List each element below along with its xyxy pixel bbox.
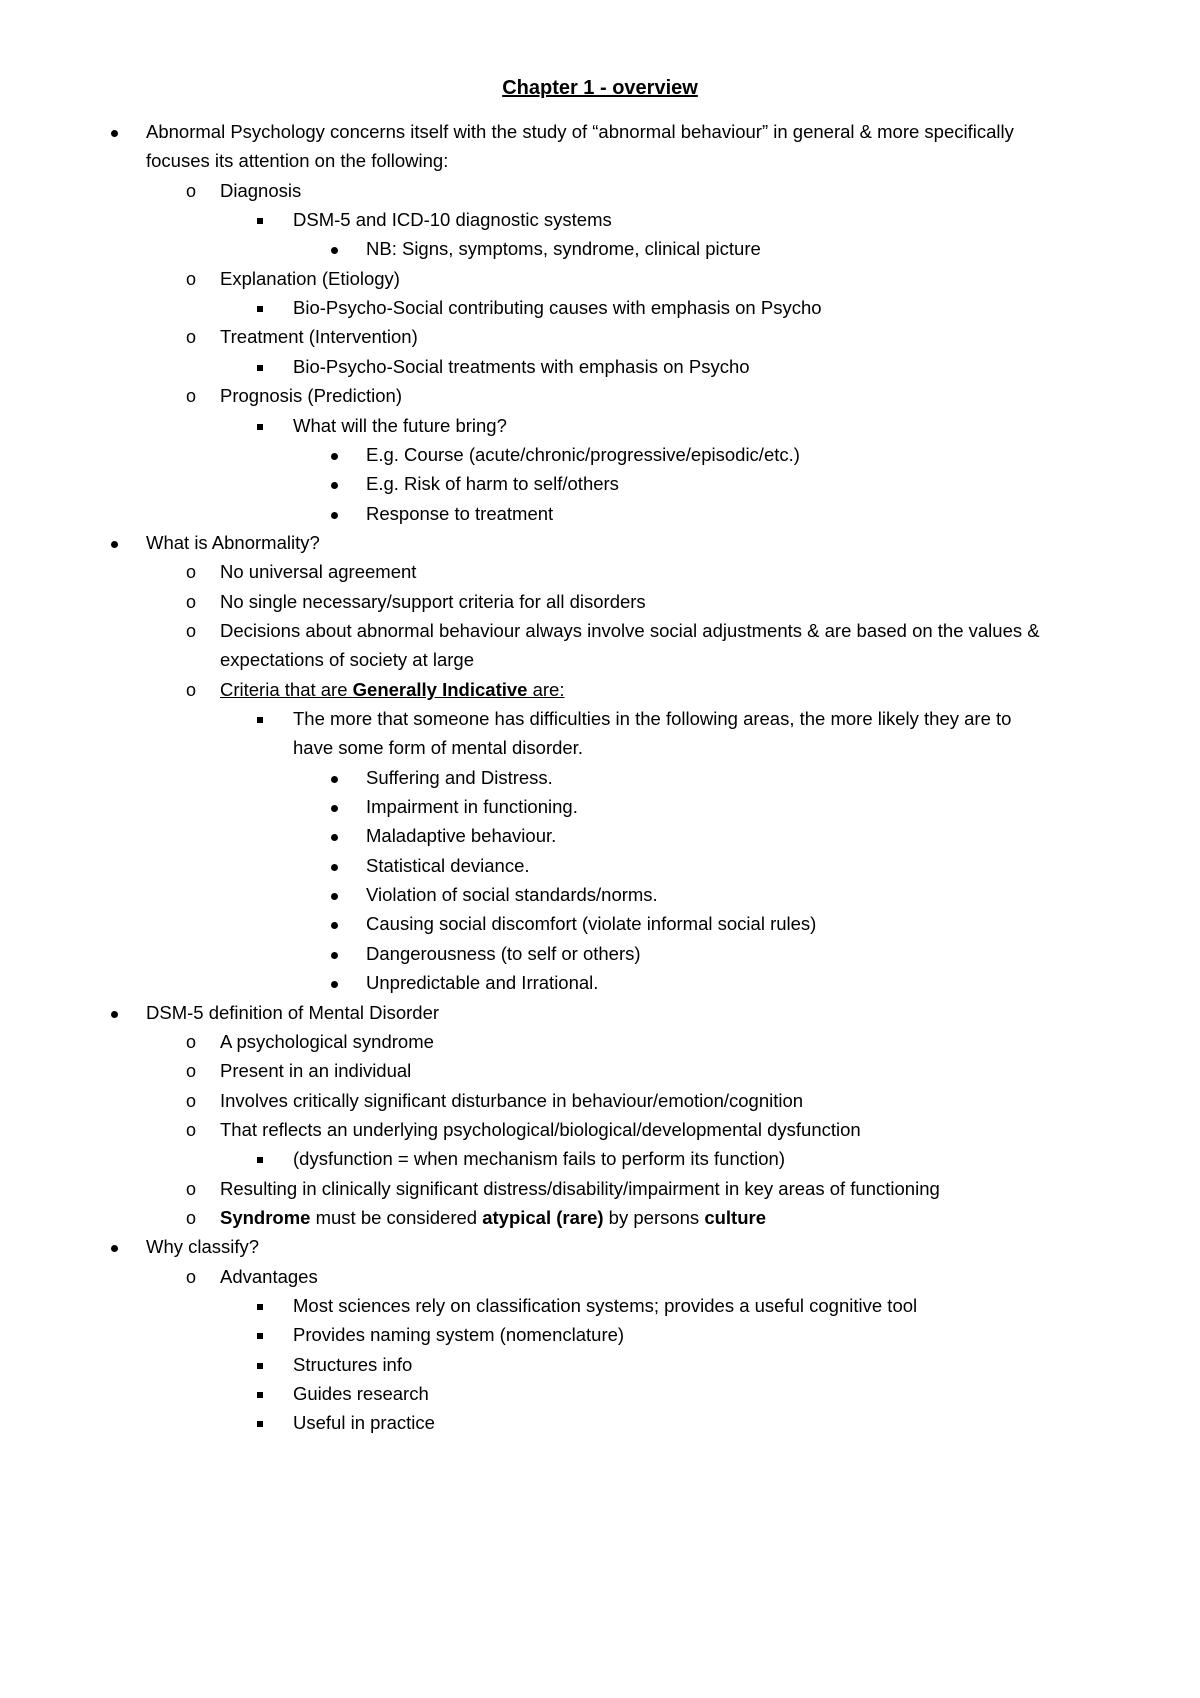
list-item: (dysfunction = when mechanism fails to perform its function) — [293, 1148, 786, 1169]
list-item: DSM-5 definition of Mental Disorder — [146, 1002, 440, 1023]
bullet-level-4 — [331, 237, 338, 261]
list-item: The more that someone has difficulties in the following areas, the more likely they are to — [293, 708, 1012, 729]
list-item: Explanation (Etiology) — [220, 268, 400, 289]
bullet-level-2: o — [186, 562, 197, 582]
bullet-level-3 — [257, 707, 263, 731]
bullet-level-1 — [111, 120, 118, 144]
bullet-level-4 — [331, 854, 338, 878]
list-item — [220, 1206, 766, 1230]
list-item: Decisions about abnormal behaviour always involve social adjustments & are based on the values & — [220, 620, 1040, 641]
list-item: Why classify? — [146, 1236, 260, 1257]
bullet-level-3 — [257, 1323, 263, 1347]
list-item: E.g. Risk of harm to self/others — [366, 473, 619, 494]
list-item — [220, 678, 564, 702]
list-item: Statistical deviance. — [366, 855, 530, 876]
list-item: Provides naming system (nomenclature) — [293, 1324, 625, 1345]
list-item: E.g. Course (acute/chronic/progressive/episodic/etc.) — [366, 444, 800, 465]
bullet-level-2: o — [186, 386, 197, 406]
list-item: What will the future bring? — [293, 415, 507, 436]
list-item: Treatment (Intervention) — [220, 326, 418, 347]
bullet-level-2: o — [186, 269, 197, 289]
list-item: NB: Signs, symptoms, syndrome, clinical picture — [366, 238, 761, 259]
list-item: Maladaptive behaviour. — [366, 825, 557, 846]
list-item-segment: Syndrome — [220, 1207, 311, 1228]
list-item: That reflects an underlying psychological/biological/developmental dysfunction — [220, 1119, 861, 1140]
bullet-level-4 — [331, 883, 338, 907]
list-item: Diagnosis — [220, 180, 302, 201]
bullet-level-3 — [257, 1294, 263, 1318]
list-item: Unpredictable and Irrational. — [366, 972, 599, 993]
list-item-segment: Criteria that are — [220, 679, 353, 700]
bullet-level-4 — [331, 443, 338, 467]
list-item: Prognosis (Prediction) — [220, 385, 402, 406]
list-item: Causing social discomfort (violate informal social rules) — [366, 913, 817, 934]
bullet-level-3 — [257, 208, 263, 232]
bullet-level-1 — [111, 1001, 118, 1025]
list-item: Suffering and Distress. — [366, 767, 553, 788]
bullet-level-2: o — [186, 327, 197, 347]
bullet-level-2: o — [186, 1120, 197, 1140]
list-item-segment: must be considered — [310, 1207, 483, 1228]
list-item-segment: Generally Indicative — [352, 679, 528, 700]
list-item: Guides research — [293, 1383, 429, 1404]
bullet-level-3 — [257, 1382, 263, 1406]
list-item-continuation: expectations of society at large — [220, 649, 475, 670]
bullet-level-4 — [331, 912, 338, 936]
bullet-level-3 — [257, 1411, 263, 1435]
bullet-level-2: o — [186, 621, 197, 641]
list-item: Resulting in clinically significant distress/disability/impairment in key areas of functioning — [220, 1178, 940, 1199]
bullet-level-3 — [257, 296, 263, 320]
bullet-level-4 — [331, 824, 338, 848]
bullet-level-4 — [331, 766, 338, 790]
bullet-level-1 — [111, 1235, 118, 1259]
list-item-continuation: focuses its attention on the following: — [146, 150, 449, 171]
list-item: Useful in practice — [293, 1412, 435, 1433]
list-item-segment: culture — [704, 1207, 767, 1228]
list-item-segment: by persons — [603, 1207, 705, 1228]
list-item-segment: are: — [527, 679, 565, 700]
list-item: DSM-5 and ICD-10 diagnostic systems — [293, 209, 612, 230]
bullet-level-2: o — [186, 680, 197, 700]
bullet-level-3 — [257, 414, 263, 438]
bullet-level-3 — [257, 1353, 263, 1377]
bullet-level-2: o — [186, 181, 197, 201]
bullet-level-2: o — [186, 1267, 197, 1287]
list-item: No single necessary/support criteria for all disorders — [220, 591, 646, 612]
bullet-level-3 — [257, 1147, 263, 1171]
list-item: Advantages — [220, 1266, 318, 1287]
list-item-continuation: have some form of mental disorder. — [293, 737, 583, 758]
list-item: Violation of social standards/norms. — [366, 884, 658, 905]
bullet-level-2: o — [186, 1091, 197, 1111]
bullet-level-2: o — [186, 592, 197, 612]
bullet-level-1 — [111, 531, 118, 555]
list-item: Dangerousness (to self or others) — [366, 943, 641, 964]
list-item: Present in an individual — [220, 1060, 412, 1081]
list-item: Involves critically significant disturbance in behaviour/emotion/cognition — [220, 1090, 804, 1111]
list-item: No universal agreement — [220, 561, 417, 582]
bullet-level-2: o — [186, 1032, 197, 1052]
list-item: Bio-Psycho-Social contributing causes with emphasis on Psycho — [293, 297, 822, 318]
bullet-level-2: o — [186, 1179, 197, 1199]
list-item-segment: atypical (rare) — [482, 1207, 604, 1228]
bullet-level-3 — [257, 355, 263, 379]
bullet-level-4 — [331, 472, 338, 496]
bullet-level-4 — [331, 502, 338, 526]
list-item: Impairment in functioning. — [366, 796, 578, 817]
bullet-level-4 — [331, 942, 338, 966]
bullet-level-2: o — [186, 1061, 197, 1081]
list-item: A psychological syndrome — [220, 1031, 434, 1052]
list-item: Response to treatment — [366, 503, 554, 524]
page-title: Chapter 1 - overview — [502, 77, 698, 99]
list-item: Abnormal Psychology concerns itself with the study of “abnormal behaviour” in general & more specifically — [146, 121, 1014, 142]
bullet-level-2: o — [186, 1208, 197, 1228]
list-item: What is Abnormality? — [146, 532, 320, 553]
bullet-level-4 — [331, 795, 338, 819]
list-item: Most sciences rely on classification systems; provides a useful cognitive tool — [293, 1295, 918, 1316]
list-item: Bio-Psycho-Social treatments with emphasis on Psycho — [293, 356, 750, 377]
list-item: Structures info — [293, 1354, 413, 1375]
bullet-level-4 — [331, 971, 338, 995]
